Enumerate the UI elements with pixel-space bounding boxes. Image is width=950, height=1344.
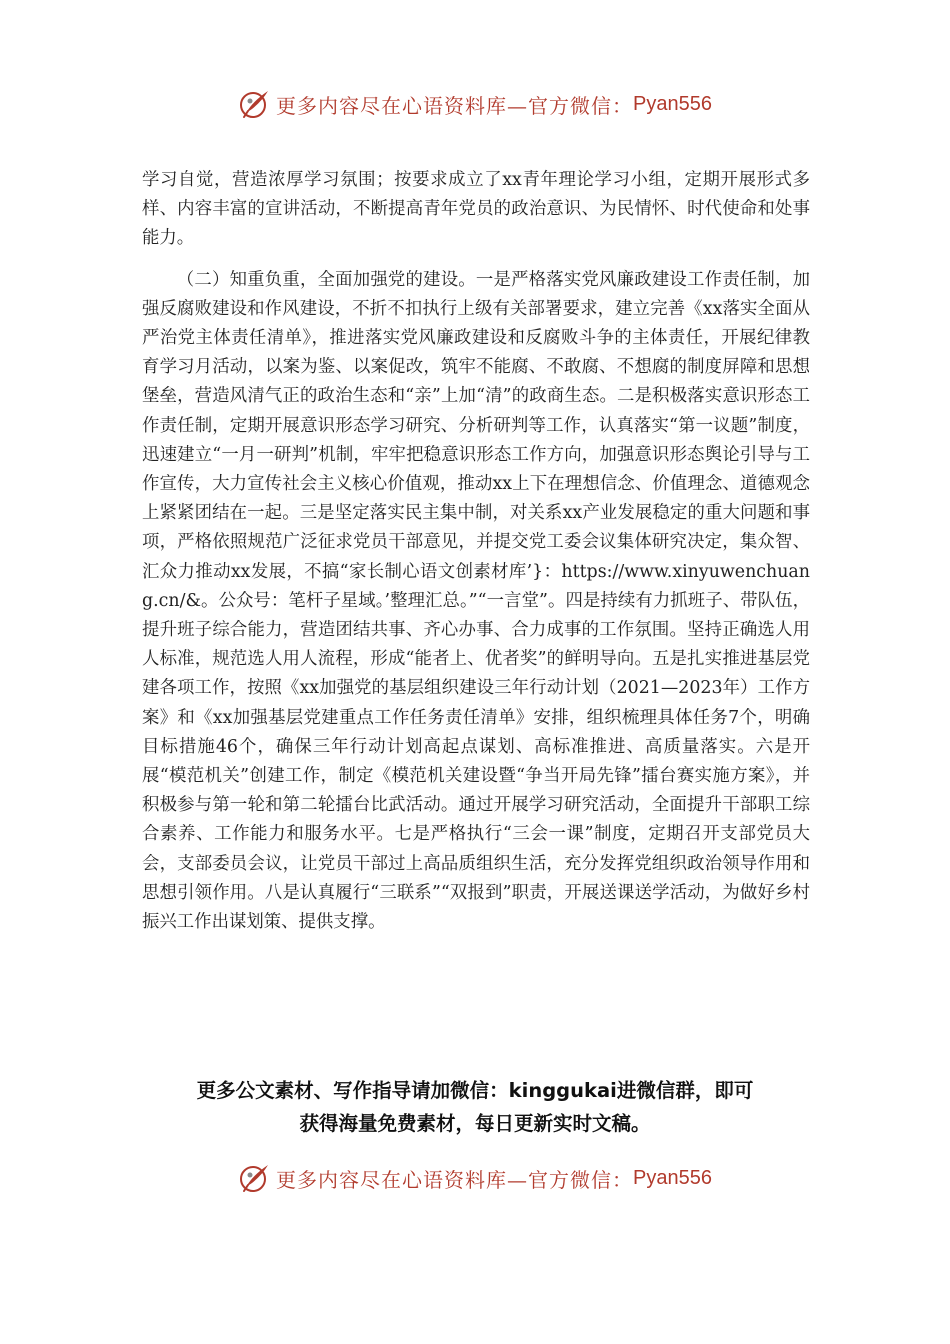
banner-wechat-id: Pyan556 (633, 1166, 712, 1189)
banner-text: 更多内容尽在心语资料库—官方微信： (276, 1167, 634, 1192)
footer-promo-line-1: 更多公文素材、写作指导请加微信：kinggukai进微信群，即可 (196, 1079, 754, 1102)
footer-promo-note (120, 1074, 830, 1140)
paragraph-2: （二）知重负重，全面加强党的建设。一是严格落实党风廉政建设工作责任制，加强反腐败建设和作风建设，不折不扣执行上级有关部署要求，建立完善《xx落实全面从严治党主体责任清单》，推进落实党风廉政建设和反腐败斗争的主体责任，开展纪律教育学习月活动，以案为鉴、以案促改，筑牢不能腐、不敢腐、不想腐的制度屏障和思想堡垒，营造风清气正的政治生态和“亲”上加“清”的政商生态。二是积极落实意识形态工作责任制，定期开展意识形态学习研究、分析研判等工作，认真落实“第一议题”制度，迅速建立“一月一研判”机制，牢牢把稳意识形态工作方向，加强意识形态舆论引导与工作宣传，大力宣传社会主义核心价值观，推动xx上下在理想信念、价值理念、道德观念上紧紧团结在一起。三是坚定落实民主集中制，对关系xx产业发展稳定的重大问题和事项，严格依照规范广泛征求党员干部意见，并提交党工委会议集体研究决定，集众智、汇众力推动xx发展，不搞“家长制心语文创素材库’}：https://www.xinyuwenchuang.cn/&。公众号：笔杆子星域。’整理汇总。”“一言堂”。四是持续有力抓班子、带队伍，提升班子综合能力，营造团结共事、齐心办事、合力成事的工作氛围。坚持正确选人用人标准，规范选人用人流程，形成“能者上、优者奖”的鲜明导向。五是扎实推进基层党建各项工作，按照《xx加强党的基层组织建设三年行动计划（2021—2023年）工作方案》和《xx加强基层党建重点工作任务责任清单》安排，组织梳理具体任务7个，明确目标措施46个，确保三年行动计划高起点谋划、高标准推进、高质量落实。六是开展“模范机关”创建工作，制定《模范机关建设暨“争当开局先锋”擂台赛实施方案》，并积极参与第一轮和第二轮擂台比武活动。通过开展学习研究活动，全面提升干部职工综合素养、工作能力和服务水平。七是严格执行“三会一课”制度，定期召开支部党员大会，支部委员会议，让党员干部过上高品质组织生活，充分发挥党组织政治领导作用和思想引领作用。八是认真履行“三联系”“双报到”职责，开展送课送学活动，为做好乡村振兴工作出谋划策、提供支撑。 (142, 269, 810, 933)
banner-text: 更多内容尽在心语资料库—官方微信： (276, 93, 634, 118)
quill-logo-icon (238, 87, 272, 121)
document-body (142, 166, 810, 937)
footer-promo-line-2: 获得海量免费素材，每日更新实时文稿。 (299, 1112, 651, 1135)
quill-logo-icon (238, 1161, 272, 1195)
footer-banner (0, 1158, 950, 1198)
header-banner (0, 84, 950, 124)
paragraph-1: 学习自觉，营造浓厚学习氛围；按要求成立了xx青年理论学习小组，定期开展形式多样、内容丰富的宣讲活动，不断提高青年党员的政治意识、为民情怀、时代使命和处事能力。 (142, 170, 810, 249)
banner-wechat-id: Pyan556 (633, 92, 712, 115)
